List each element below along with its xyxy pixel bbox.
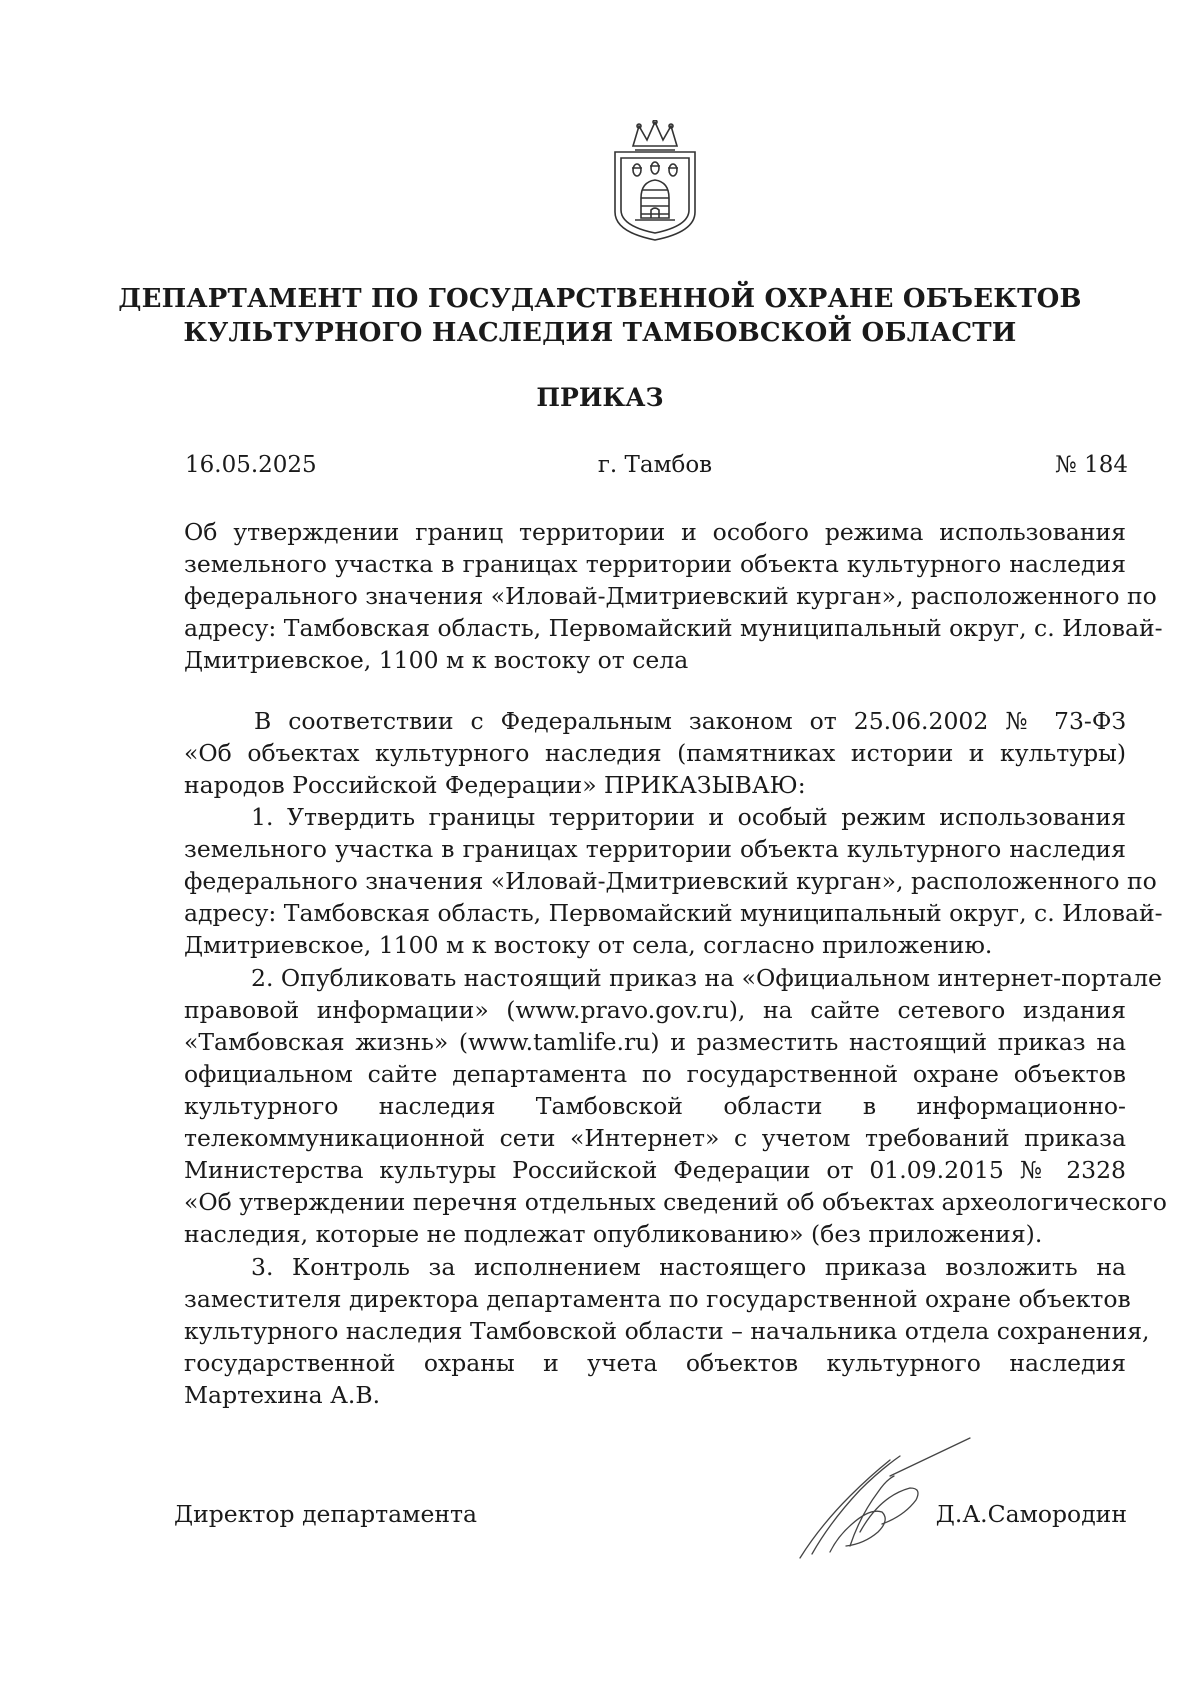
tambov-coat-of-arms-icon [605, 120, 705, 244]
body-line: государственной охраны и учета объектов культурного наследия [184, 1349, 1126, 1377]
subject-line: Дмитриевское, 1100 м к востоку от села [184, 646, 689, 674]
subject-line: федерального значения «Иловай-Дмитриевский курган», расположенного по [184, 582, 1157, 610]
body-line: заместителя директора департамента по государственной охране объектов [184, 1285, 1131, 1313]
body-line: культурного наследия Тамбовской области – начальника отдела сохранения, [184, 1317, 1150, 1345]
subject-line: Об утверждении границ территории и особого режима использования [184, 518, 1126, 546]
body-line: народов Российской Федерации» ПРИКАЗЫВАЮ: [184, 771, 806, 799]
body-line: федерального значения «Иловай-Дмитриевский курган», расположенного по [184, 867, 1157, 895]
body-line: правовой информации» (www.pravo.gov.ru), на сайте сетевого издания [184, 996, 1126, 1024]
body-line: 1. Утвердить границы территории и особый режим использования [251, 803, 1126, 831]
body-line: земельного участка в границах территории объекта культурного наследия [184, 835, 1126, 863]
department-name-line-1: ДЕПАРТАМЕНТ ПО ГОСУДАРСТВЕННОЙ ОХРАНЕ ОБЪЕКТОВ [118, 284, 1082, 314]
body-line: Министерства культуры Российской Федерации от 01.09.2015 № 2328 [184, 1156, 1126, 1184]
body-line: 2. Опубликовать настоящий приказ на «Официальном интернет-портале [251, 964, 1162, 992]
signer-name: Д.А.Самородин [935, 1500, 1127, 1528]
body-line: наследия, которые не подлежат опубликованию» (без приложения). [184, 1220, 1043, 1248]
body-line: «Тамбовская жизнь» (www.tamlife.ru) и разместить настоящий приказ на [184, 1028, 1126, 1056]
body-line: «Об объектах культурного наследия (памятниках истории и культуры) [184, 739, 1126, 767]
body-line: В соответствии с Федеральным законом от 25.06.2002 № 73-ФЗ [254, 707, 1126, 735]
body-line: «Об утверждении перечня отдельных сведений об объектах археологического [184, 1188, 1167, 1216]
body-line: адресу: Тамбовская область, Первомайский муниципальный округ, с. Иловай- [184, 899, 1163, 927]
document-city: г. Тамбов [597, 452, 713, 478]
subject-line: земельного участка в границах территории объекта культурного наследия [184, 550, 1126, 578]
body-line: телекоммуникационной сети «Интернет» с учетом требований приказа [184, 1124, 1126, 1152]
body-line: 3. Контроль за исполнением настоящего приказа возложить на [251, 1253, 1126, 1281]
body-line: Дмитриевское, 1100 м к востоку от села, согласно приложению. [184, 931, 993, 959]
body-line: официальном сайте департамента по государственной охране объектов [184, 1060, 1126, 1088]
body-line: Мартехина А.В. [184, 1381, 381, 1409]
department-name-line-2: КУЛЬТУРНОГО НАСЛЕДИЯ ТАМБОВСКОЙ ОБЛАСТИ [183, 318, 1017, 348]
document-type-title: ПРИКАЗ [536, 383, 664, 412]
document-number: № 184 [1055, 452, 1128, 478]
signer-role: Директор департамента [174, 1500, 478, 1528]
body-line: культурного наследия Тамбовской области в информационно- [184, 1092, 1126, 1120]
subject-line: адресу: Тамбовская область, Первомайский муниципальный округ, с. Иловай- [184, 614, 1163, 642]
document-date: 16.05.2025 [185, 452, 317, 478]
